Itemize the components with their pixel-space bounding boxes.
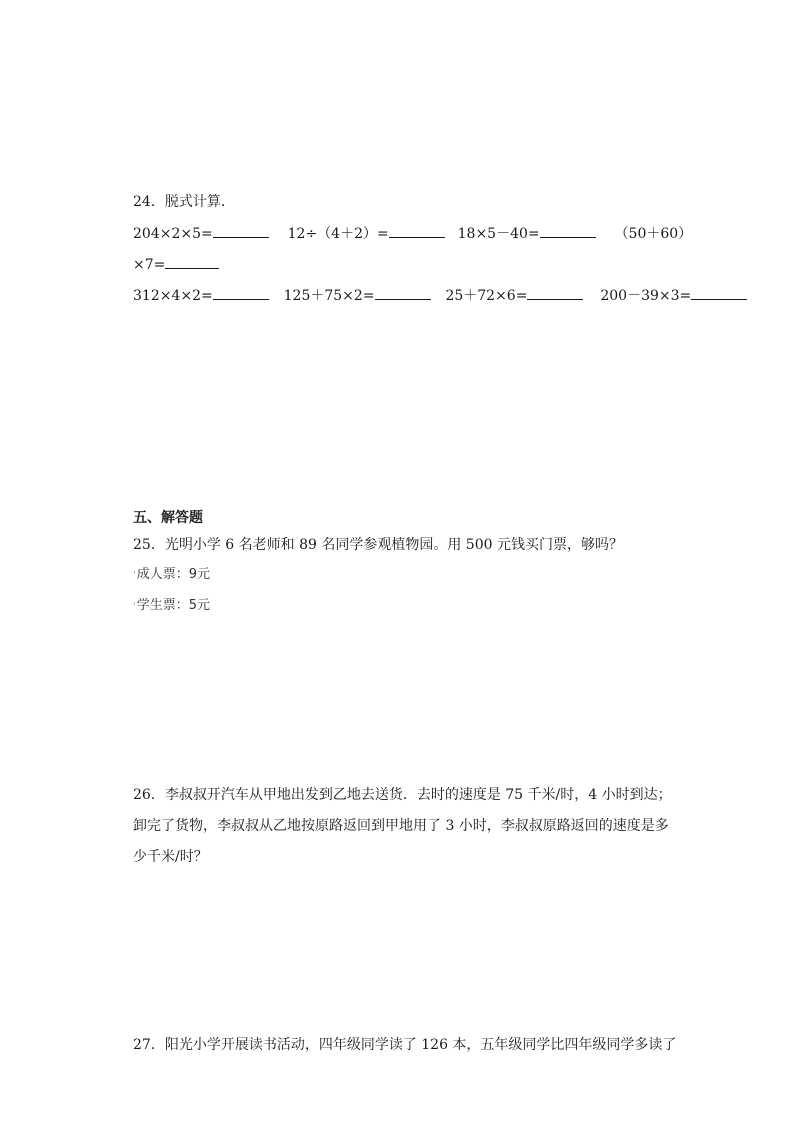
answer-blank[interactable]: [691, 285, 747, 300]
answer-blank[interactable]: [389, 223, 445, 238]
answer-blank[interactable]: [213, 285, 269, 300]
question-26-line-1: 26．李叔叔开汽车从甲地出发到乙地去送货．去时的速度是 75 千米/时，4 小时到达；: [133, 787, 672, 803]
answer-blank[interactable]: [540, 223, 596, 238]
expression: 25＋72×6=: [445, 288, 528, 304]
answer-blank[interactable]: [527, 285, 583, 300]
question-26-line-2: 卸完了货物，李叔叔从乙地按原路返回到甲地用了 3 小时，李叔叔原路返回的速度是多: [133, 818, 669, 834]
expression: 200－39×3=: [600, 288, 692, 304]
question-27-line-1: 27．阳光小学开展读书活动，四年级同学读了 126 本，五年级同学比四年级同学多读了: [133, 1037, 677, 1053]
adult-ticket-label: 成人票：9元: [136, 567, 211, 582]
answer-blank[interactable]: [213, 223, 269, 238]
expression: 125＋75×2=: [283, 288, 375, 304]
question-24-row-1: [133, 223, 692, 244]
question-24-title: 24．脱式计算．: [133, 194, 235, 210]
section-title: 五、解答题: [133, 510, 203, 526]
student-ticket-label: 学生票：5元: [136, 598, 211, 613]
expression: （50＋60）: [614, 226, 693, 242]
student-ticket-price: [133, 596, 210, 617]
expression: 204×2×5=: [133, 226, 213, 242]
answer-blank[interactable]: [165, 254, 219, 269]
expression: 312×4×2=: [133, 288, 213, 304]
question-25-text: 25．光明小学 6 名老师和 89 名同学参观植物园。用 500 元钱买门票，够吗？: [133, 537, 623, 553]
expression: 12÷（4＋2）=: [287, 226, 389, 242]
question-24-row-3: [133, 285, 747, 306]
answer-blank[interactable]: [375, 285, 431, 300]
tick-mark: ': [133, 570, 136, 581]
expression: ×7=: [133, 257, 166, 273]
expression: 18×5－40=: [457, 226, 540, 242]
question-26-line-3: 少千米/时？: [133, 849, 208, 865]
adult-ticket-price: [133, 565, 210, 586]
tick-mark: ': [133, 601, 136, 612]
question-24-row-2: [133, 254, 219, 275]
